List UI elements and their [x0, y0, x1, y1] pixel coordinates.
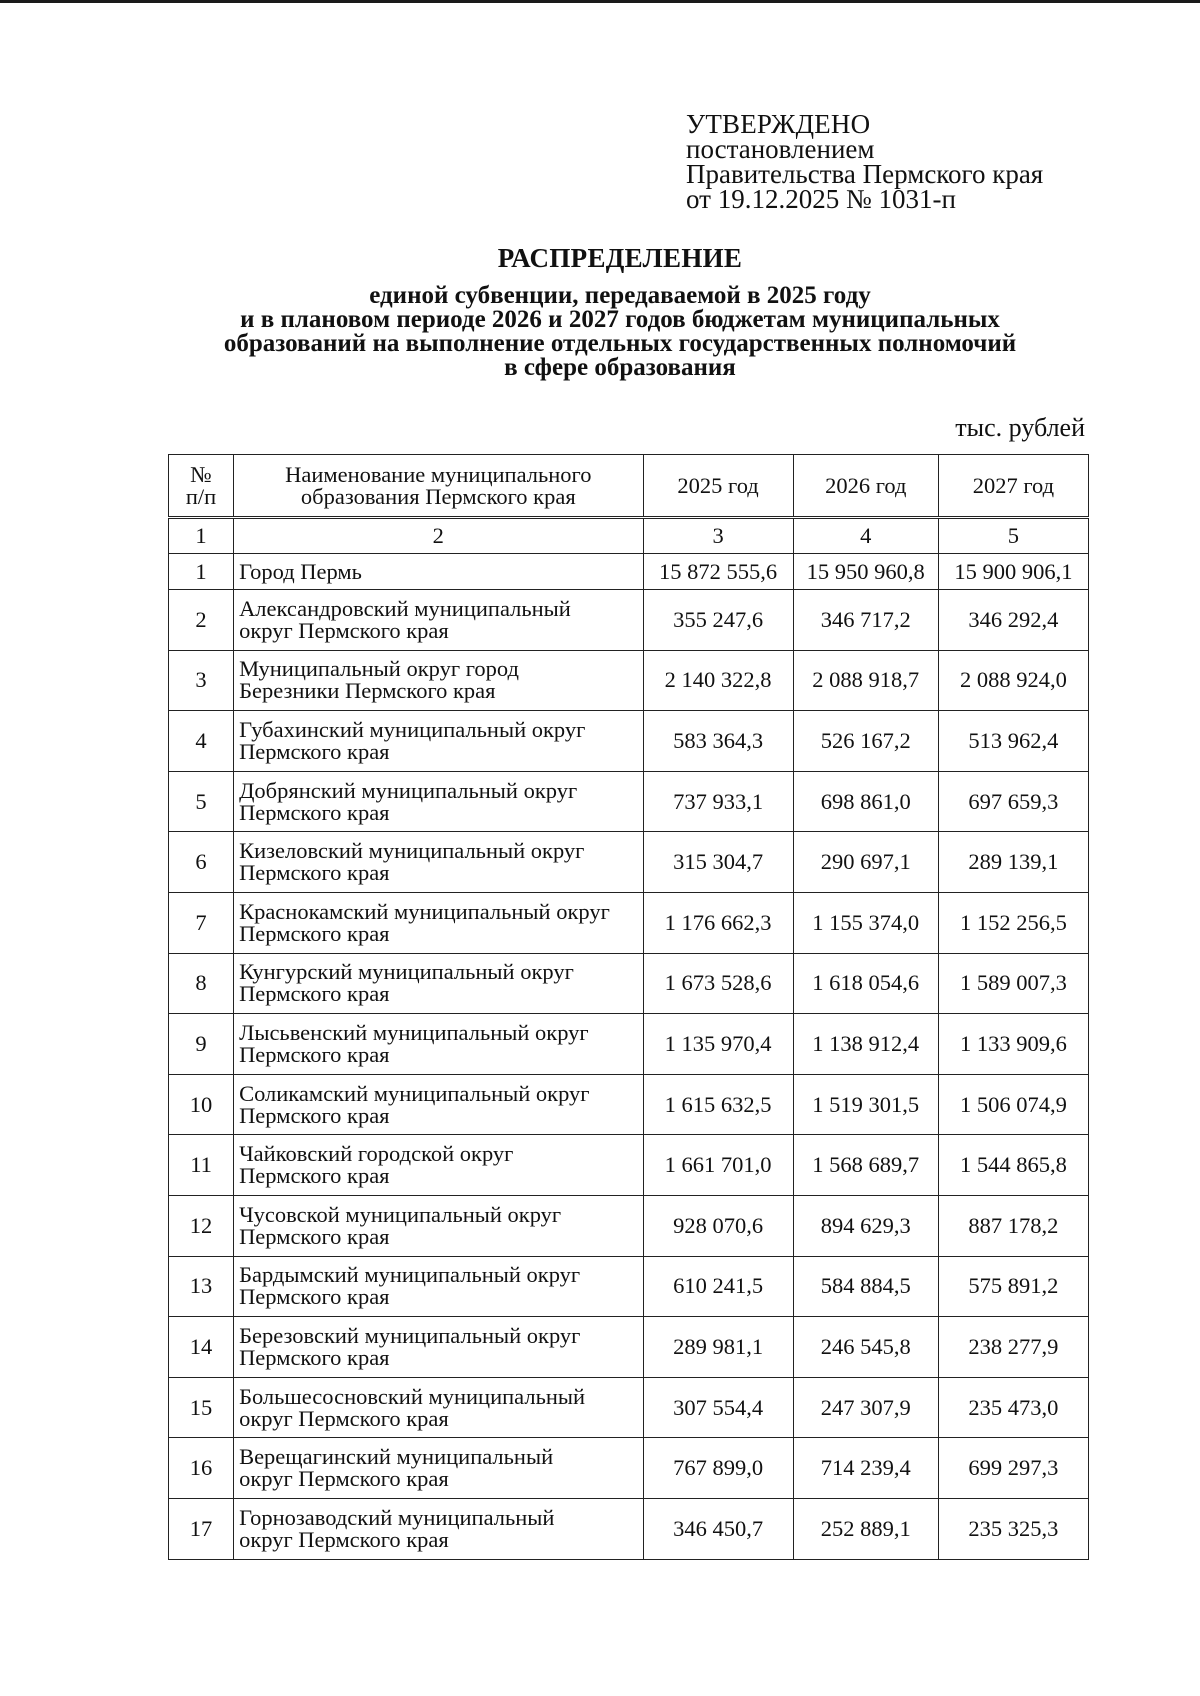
municipality-name — [234, 1014, 643, 1075]
municipality-name-line: Большесосновский муниципальный — [239, 1383, 586, 1409]
value-2027: 697 659,3 — [938, 771, 1088, 832]
page-top-edge — [0, 0, 1200, 3]
municipality-name — [234, 1256, 643, 1317]
header-number-abbr: п/п — [185, 483, 217, 509]
table-header-row — [169, 455, 1089, 518]
municipality-name-line: округ Пермского края — [239, 1405, 449, 1431]
value-2026: 246 545,8 — [793, 1317, 938, 1378]
value-2027: 289 139,1 — [938, 832, 1088, 893]
value-2025: 583 364,3 — [643, 711, 793, 772]
table-row — [169, 953, 1089, 1014]
row-number: 11 — [169, 1135, 234, 1196]
table-row — [169, 1014, 1089, 1075]
row-number: 17 — [169, 1498, 234, 1559]
value-2026: 584 884,5 — [793, 1256, 938, 1317]
municipality-name-line: Пермского края — [239, 1223, 390, 1249]
value-2027: 513 962,4 — [938, 711, 1088, 772]
municipality-name-line: Чусовской муниципальный округ — [239, 1201, 562, 1227]
header-name-line: образования Пермского края — [300, 483, 576, 509]
value-2026: 2 088 918,7 — [793, 650, 938, 711]
value-2026: 526 167,2 — [793, 711, 938, 772]
table-row — [169, 771, 1089, 832]
header-name-line: Наименование муниципального — [285, 461, 592, 487]
value-2026: 1 155 374,0 — [793, 892, 938, 953]
table-row — [169, 1317, 1089, 1378]
municipality-name-line: Пермского края — [239, 920, 390, 946]
municipality-name — [234, 1135, 643, 1196]
value-2027: 1 152 256,5 — [938, 892, 1088, 953]
municipality-name — [234, 1074, 643, 1135]
municipality-name-line: Пермского края — [239, 1284, 390, 1310]
header-number — [169, 455, 234, 518]
value-2027: 238 277,9 — [938, 1317, 1088, 1378]
column-number-row — [169, 518, 1089, 554]
value-2026: 15 950 960,8 — [793, 554, 938, 590]
value-2025: 289 981,1 — [643, 1317, 793, 1378]
row-number: 5 — [169, 771, 234, 832]
table-row — [169, 1135, 1089, 1196]
units-label: тыс. рублей — [955, 413, 1085, 442]
municipality-name — [234, 650, 643, 711]
subtitle-line: и в плановом периоде 2026 и 2027 годов бюджетам муниципальных — [240, 306, 1000, 333]
value-2025: 610 241,5 — [643, 1256, 793, 1317]
header-number-sign: № — [190, 461, 212, 487]
row-number: 14 — [169, 1317, 234, 1378]
municipality-name — [234, 832, 643, 893]
row-number: 9 — [169, 1014, 234, 1075]
municipality-name-line: Город Пермь — [239, 558, 362, 584]
header-year-2025: 2025 год — [643, 455, 793, 518]
municipality-name-line: округ Пермского края — [239, 617, 449, 643]
subtitle-line: в сфере образования — [504, 354, 736, 381]
column-number: 1 — [169, 518, 234, 554]
municipality-name-line: Пермского края — [239, 860, 390, 886]
document-title: РАСПРЕДЕЛЕНИЕ — [497, 243, 743, 273]
table-row — [169, 1074, 1089, 1135]
municipality-name-line: Лысьвенский муниципальный округ — [239, 1019, 589, 1045]
column-number: 4 — [793, 518, 938, 554]
row-number: 15 — [169, 1377, 234, 1438]
value-2025: 307 554,4 — [643, 1377, 793, 1438]
municipality-name-line: Чайковский городской округ — [239, 1141, 514, 1167]
table-row — [169, 711, 1089, 772]
value-2026: 698 861,0 — [793, 771, 938, 832]
municipality-name-line: Александровский муниципальный — [239, 595, 571, 621]
row-number: 4 — [169, 711, 234, 772]
column-number: 2 — [234, 518, 643, 554]
municipality-name-line: Краснокамский муниципальный округ — [239, 898, 610, 924]
value-2025: 1 135 970,4 — [643, 1014, 793, 1075]
value-2026: 247 307,9 — [793, 1377, 938, 1438]
row-number: 6 — [169, 832, 234, 893]
value-2025: 928 070,6 — [643, 1195, 793, 1256]
municipality-name-line: Кунгурский муниципальный округ — [239, 959, 574, 985]
row-number: 7 — [169, 892, 234, 953]
municipality-name-line: Пермского края — [239, 1041, 390, 1067]
municipality-name-line: Горнозаводский муниципальный — [239, 1504, 555, 1530]
municipality-name — [234, 1438, 643, 1499]
approval-stamp — [686, 109, 1044, 214]
table-row — [169, 1498, 1089, 1559]
value-2025: 1 661 701,0 — [643, 1135, 793, 1196]
value-2025: 346 450,7 — [643, 1498, 793, 1559]
value-2026: 346 717,2 — [793, 590, 938, 651]
municipality-name — [234, 771, 643, 832]
municipality-name-line: Пермского края — [239, 738, 390, 764]
subtitle-line: единой субвенции, передаваемой в 2025 году — [369, 282, 871, 309]
municipality-name — [234, 554, 643, 590]
table-row — [169, 554, 1089, 590]
value-2026: 1 568 689,7 — [793, 1135, 938, 1196]
value-2025: 355 247,6 — [643, 590, 793, 651]
row-number: 2 — [169, 590, 234, 651]
municipality-name-line: Пермского края — [239, 1163, 390, 1189]
value-2025: 1 615 632,5 — [643, 1074, 793, 1135]
value-2027: 1 506 074,9 — [938, 1074, 1088, 1135]
approval-heading: УТВЕРЖДЕНО — [686, 109, 871, 139]
table-row — [169, 590, 1089, 651]
column-number: 5 — [938, 518, 1088, 554]
value-2027: 2 088 924,0 — [938, 650, 1088, 711]
approval-date-number: от 19.12.2025 № 1031-п — [686, 184, 956, 214]
header-year-2027: 2027 год — [938, 455, 1088, 518]
municipality-name — [234, 590, 643, 651]
row-number: 8 — [169, 953, 234, 1014]
value-2025: 315 304,7 — [643, 832, 793, 893]
subtitle-line: образований на выполнение отдельных государственных полномочий — [223, 330, 1017, 357]
value-2025: 737 933,1 — [643, 771, 793, 832]
municipality-name — [234, 892, 643, 953]
value-2026: 290 697,1 — [793, 832, 938, 893]
column-number: 3 — [643, 518, 793, 554]
value-2025: 1 673 528,6 — [643, 953, 793, 1014]
header-municipality-name — [234, 455, 643, 518]
value-2026: 714 239,4 — [793, 1438, 938, 1499]
value-2025: 1 176 662,3 — [643, 892, 793, 953]
table-row — [169, 892, 1089, 953]
table-row — [169, 1377, 1089, 1438]
municipality-name-line: Кизеловский муниципальный округ — [239, 838, 585, 864]
value-2027: 1 589 007,3 — [938, 953, 1088, 1014]
municipality-name — [234, 1498, 643, 1559]
municipality-name — [234, 1195, 643, 1256]
value-2026: 1 618 054,6 — [793, 953, 938, 1014]
document-subtitle — [120, 284, 1120, 380]
value-2027: 575 891,2 — [938, 1256, 1088, 1317]
row-number: 10 — [169, 1074, 234, 1135]
municipality-name — [234, 711, 643, 772]
municipality-name-line: Губахинский муниципальный округ — [239, 716, 586, 742]
value-2025: 767 899,0 — [643, 1438, 793, 1499]
municipality-name-line: Добрянский муниципальный округ — [239, 777, 578, 803]
municipality-name — [234, 1317, 643, 1378]
distribution-table — [168, 454, 1089, 1560]
municipality-name-line: Пермского края — [239, 799, 390, 825]
municipality-name-line: Березовский муниципальный округ — [239, 1322, 581, 1348]
municipality-name-line: Пермского края — [239, 1344, 390, 1370]
value-2027: 1 133 909,6 — [938, 1014, 1088, 1075]
value-2027: 15 900 906,1 — [938, 554, 1088, 590]
value-2026: 252 889,1 — [793, 1498, 938, 1559]
header-year-2026: 2026 год — [793, 455, 938, 518]
municipality-name-line: Соликамский муниципальный округ — [239, 1080, 590, 1106]
table-row — [169, 650, 1089, 711]
document-title-block — [120, 242, 1120, 380]
row-number: 13 — [169, 1256, 234, 1317]
municipality-name-line: Березники Пермского края — [239, 678, 496, 704]
value-2025: 2 140 322,8 — [643, 650, 793, 711]
value-2027: 235 325,3 — [938, 1498, 1088, 1559]
municipality-name-line: Пермского края — [239, 1102, 390, 1128]
municipality-name-line: округ Пермского края — [239, 1526, 449, 1552]
municipality-name-line: округ Пермского края — [239, 1466, 449, 1492]
municipality-name-line: Верещагинский муниципальный — [239, 1444, 554, 1470]
table-row — [169, 1195, 1089, 1256]
table-row — [169, 832, 1089, 893]
municipality-name-line: Бардымский муниципальный округ — [239, 1262, 581, 1288]
municipality-name-line: Муниципальный округ город — [239, 656, 519, 682]
approval-line: Правительства Пермского края — [686, 159, 1044, 189]
municipality-name — [234, 1377, 643, 1438]
value-2027: 887 178,2 — [938, 1195, 1088, 1256]
row-number: 1 — [169, 554, 234, 590]
approval-line: постановлением — [686, 134, 875, 164]
row-number: 3 — [169, 650, 234, 711]
value-2026: 894 629,3 — [793, 1195, 938, 1256]
row-number: 12 — [169, 1195, 234, 1256]
table-row — [169, 1438, 1089, 1499]
value-2026: 1 138 912,4 — [793, 1014, 938, 1075]
value-2027: 235 473,0 — [938, 1377, 1088, 1438]
municipality-name-line: Пермского края — [239, 981, 390, 1007]
value-2026: 1 519 301,5 — [793, 1074, 938, 1135]
value-2027: 1 544 865,8 — [938, 1135, 1088, 1196]
municipality-name — [234, 953, 643, 1014]
value-2027: 346 292,4 — [938, 590, 1088, 651]
table-row — [169, 1256, 1089, 1317]
row-number: 16 — [169, 1438, 234, 1499]
value-2027: 699 297,3 — [938, 1438, 1088, 1499]
value-2025: 15 872 555,6 — [643, 554, 793, 590]
